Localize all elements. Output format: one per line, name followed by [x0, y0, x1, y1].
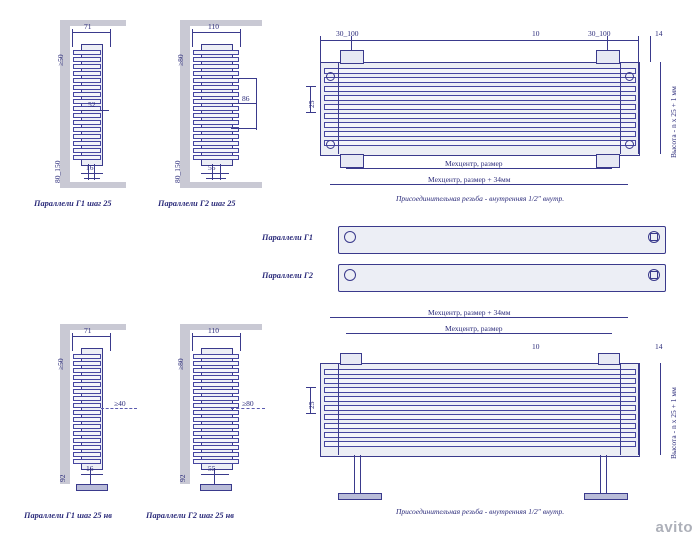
port-circle-left-1	[344, 231, 356, 243]
dim-bottom-1: 16	[86, 163, 94, 172]
note-thread-top: Присоединительная резьба - внутренняя 1/2" внутр.	[396, 194, 565, 203]
view-main-top	[300, 16, 690, 203]
floor-foot	[76, 484, 108, 491]
dim-left-bottom-b2: 92	[178, 474, 187, 482]
view-main-bottom	[300, 308, 690, 516]
mount-lug-top-right	[598, 353, 620, 365]
caption-bottom-left-1: Параллели Г1 шаг 25 нв	[24, 511, 112, 520]
dim-b-right-vert: Высота - n x 25 + 1 мм	[669, 387, 678, 459]
dim-top-width-b2: 110	[208, 326, 219, 335]
mount-lug-bottom-left	[340, 154, 364, 168]
dim-left-top-b1: ≥50	[56, 358, 65, 370]
dim-b-corner-right: 14	[655, 342, 663, 351]
mount-lug-bottom-right	[596, 154, 620, 168]
dim-bottom-b1: 16	[86, 464, 94, 473]
dim-left-top: 30_100	[336, 29, 359, 38]
dim-b-center-top: 10	[532, 342, 540, 351]
label-middle-1: Параллели Г1	[262, 233, 313, 242]
watermark: avito	[655, 519, 693, 536]
dim-b-center-line-2: Мехцентр, размер	[445, 324, 503, 333]
port-inner-right-1	[650, 233, 658, 241]
wall-top	[60, 20, 126, 26]
dim-inner-b1: ≥40	[114, 399, 126, 408]
mount-lug-top-left	[340, 50, 364, 64]
dim-b-center-line-1: Мехцентр, размер + 34мм	[428, 308, 511, 317]
port-circle-left-2	[344, 269, 356, 281]
dim-left-bottom-b1: 92	[58, 474, 67, 482]
floor-foot-left	[338, 493, 382, 500]
label-middle-2: Параллели Г2	[262, 271, 313, 280]
caption-bottom-left-2: Параллели Г2 шаг 25 нв	[146, 511, 234, 520]
wall-top	[180, 20, 262, 26]
wall-bottom	[60, 182, 126, 188]
dim-center-top: 10	[532, 29, 540, 38]
view-top-left-2	[168, 18, 278, 193]
floor-foot	[200, 484, 232, 491]
wall-left	[180, 324, 190, 484]
wall-top	[180, 324, 262, 330]
wall-bottom	[180, 182, 262, 188]
view-top-left-1	[48, 18, 148, 193]
thread-port-bottom-left	[326, 140, 335, 149]
dim-left-top-1: ≥50	[56, 54, 65, 66]
dim-left-bottom-2: 80_150	[173, 160, 182, 183]
dim-corner-right: 14	[655, 29, 663, 38]
thread-port-top-right	[625, 72, 634, 81]
caption-top-left-2: Параллели Г2 шаг 25	[158, 199, 236, 208]
dim-center-line-1: Мехцентр, размер	[445, 159, 503, 168]
dim-top-width-1: 71	[84, 22, 92, 31]
view-bottom-left-2	[168, 322, 278, 497]
wall-left	[60, 324, 70, 484]
view-bottom-left-1	[48, 322, 148, 497]
profile-bar-2	[338, 264, 666, 292]
dim-left-top-2: ≥80	[176, 54, 185, 66]
mount-lug-top-left	[340, 353, 362, 365]
dim-top-width-2: 110	[208, 22, 219, 31]
wall-top	[60, 324, 126, 330]
mount-lug-top-right	[596, 50, 620, 64]
dim-inner-1: 52	[88, 100, 96, 109]
dim-center-line-2: Мехцентр, размер + 34мм	[428, 175, 511, 184]
view-middle	[320, 218, 690, 296]
dim-right-top: 30_100	[588, 29, 611, 38]
dim-b-left-vert: 25	[307, 401, 316, 409]
dim-bottom-b2: 55	[208, 464, 216, 473]
caption-top-left-1: Параллели Г1 шаг 25	[34, 199, 112, 208]
thread-port-top-left	[326, 72, 335, 81]
floor-foot-right	[584, 493, 628, 500]
dim-right-vert: Высота - n x 25 + 1 мм	[669, 86, 678, 158]
note-thread-bottom: Присоединительная резьба - внутренняя 1/2" внутр.	[396, 507, 565, 516]
port-inner-right-2	[650, 271, 658, 279]
profile-bar-1	[338, 226, 666, 254]
thread-port-bottom-right	[625, 140, 634, 149]
dim-left-top-b2: ≥80	[176, 358, 185, 370]
dim-top-width-b1: 71	[84, 326, 92, 335]
dim-inner-b2: ≥80	[242, 399, 254, 408]
dim-left-bottom-1: 80_150	[53, 160, 62, 183]
dim-bottom-2: 55	[208, 163, 216, 172]
dim-inner-2: 86	[242, 94, 250, 103]
dim-left-vert: 25	[307, 100, 316, 108]
